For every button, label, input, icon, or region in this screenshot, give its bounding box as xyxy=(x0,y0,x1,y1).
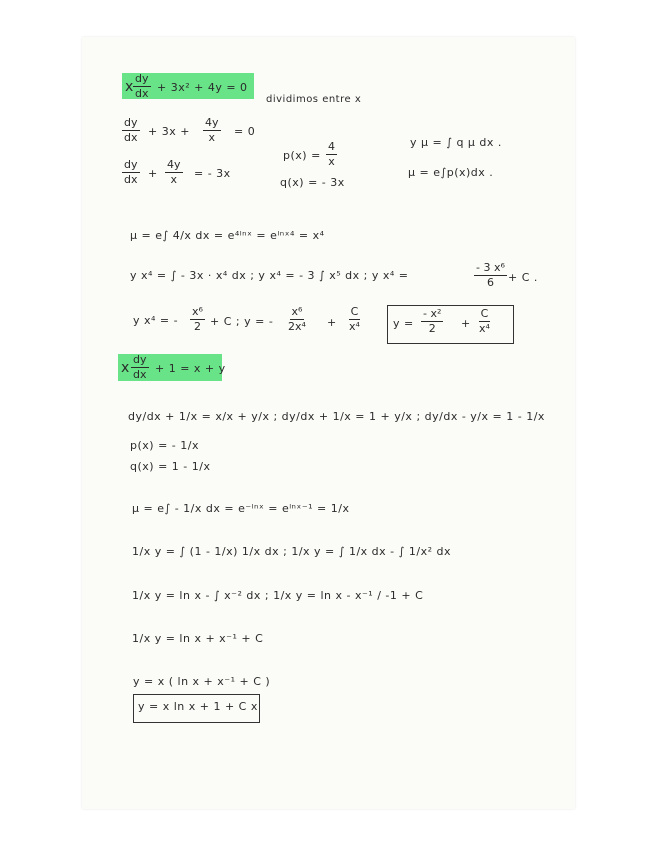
eq2-rest: + 1 = x + y xyxy=(155,362,226,375)
solve-frac1 xyxy=(190,306,205,333)
l2-eq0: = 0 xyxy=(234,125,256,138)
mu-line-1: μ = e∫ 4/x dx = e⁴ˡⁿˣ = eˡⁿˣ⁴ = x⁴ xyxy=(130,229,325,242)
answer1-plus: + xyxy=(461,317,471,330)
s2-step-line2: 1/x y = ln x + x⁻¹ + C xyxy=(132,632,264,645)
solve-frac3-num: C xyxy=(349,306,361,320)
p-num: 4 xyxy=(326,141,337,155)
answer1-frac2-den: x⁴ xyxy=(479,322,490,336)
solve-frac2-den: 2x⁴ xyxy=(288,320,306,334)
p-of-x-label: p(x) = xyxy=(283,149,321,162)
eq1-derivative xyxy=(133,73,151,100)
integral-num: - 3 x⁶ xyxy=(474,262,507,276)
solve-frac1-den: 2 xyxy=(193,320,201,334)
formula-mu: μ = e∫p(x)dx . xyxy=(408,166,494,179)
answer1-frac2 xyxy=(477,308,492,335)
eq1-dy: dy xyxy=(133,73,151,87)
s2-q-line: q(x) = 1 - 1/x xyxy=(130,460,211,473)
solve-frac1-num: x⁶ xyxy=(190,306,205,320)
answer1-frac1 xyxy=(421,308,443,335)
answer1-frac2-num: C xyxy=(479,308,491,322)
l3-dy: dy xyxy=(122,159,140,173)
l3-rhs: = - 3x xyxy=(194,167,231,180)
p-of-x-frac xyxy=(326,141,337,168)
eq1-rest: + 3x² + 4y = 0 xyxy=(157,81,248,94)
l2-dy: dy xyxy=(122,117,140,131)
integral-line-1: y x⁴ = ∫ - 3x · x⁴ dx ; y x⁴ = - 3 ∫ x⁵ dx ; y x⁴ = xyxy=(130,269,409,282)
eq1-dx: dx xyxy=(135,87,149,101)
solve-frac3-den: x⁴ xyxy=(349,320,360,334)
integral-plus-c: + C . xyxy=(508,271,538,284)
integral-frac xyxy=(474,262,507,289)
s2-step-line3: y = x ( ln x + x⁻¹ + C ) xyxy=(133,675,271,688)
eq2-dy: dy xyxy=(131,354,149,368)
l3-derivative xyxy=(122,159,140,186)
l2-dx: dx xyxy=(124,131,138,145)
p-den: x xyxy=(328,155,335,169)
s2-step-line: 1/x y = ln x - ∫ x⁻² dx ; 1/x y = ln x - x⁻¹ / -1 + C xyxy=(132,589,424,602)
solve-start: y x⁴ = - xyxy=(133,314,179,327)
l3-x: x xyxy=(170,173,178,187)
l2-derivative xyxy=(122,117,140,144)
l3-frac-4y xyxy=(165,159,183,186)
answer2: y = x ln x + 1 + C x xyxy=(138,700,258,713)
l3-4y: 4y xyxy=(165,159,183,173)
eq1-x: x xyxy=(125,79,134,95)
l2-x: x xyxy=(208,131,216,145)
eq2-x: x xyxy=(121,360,130,376)
l2-frac-4y xyxy=(203,117,221,144)
solve-mid: + C ; y = - xyxy=(210,315,274,328)
answer1-frac1-den: 2 xyxy=(428,322,436,336)
solve-frac2 xyxy=(286,306,308,333)
s2-p-line: p(x) = - 1/x xyxy=(130,439,199,452)
l3-dx: dx xyxy=(124,173,138,187)
s2-line2: dy/dx + 1/x = x/x + y/x ; dy/dx + 1/x = 1 + y/x ; dy/dx - y/x = 1 - 1/x xyxy=(128,410,545,423)
answer1-frac1-num: - x² xyxy=(421,308,443,322)
eq2-dx: dx xyxy=(133,368,147,382)
s2-integral-line: 1/x y = ∫ (1 - 1/x) 1/x dx ; 1/x y = ∫ 1/x dx - ∫ 1/x² dx xyxy=(132,545,451,558)
solve-frac2-num: x⁶ xyxy=(290,306,305,320)
solve-plus: + xyxy=(327,316,337,329)
eq2-derivative xyxy=(131,354,149,381)
integral-den: 6 xyxy=(486,276,494,290)
q-of-x: q(x) = - 3x xyxy=(280,176,345,189)
l3-plus: + xyxy=(148,167,158,180)
s2-mu-line: μ = e∫ - 1/x dx = e⁻ˡⁿˣ = eˡⁿˣ⁻¹ = 1/x xyxy=(132,502,350,515)
answer1-prefix: y = xyxy=(393,317,414,330)
formula-y-mu: y μ = ∫ q μ dx . xyxy=(410,136,502,149)
l2-plus3x: + 3x + xyxy=(148,125,190,138)
note-divide: dividimos entre x xyxy=(266,94,362,105)
solve-frac3 xyxy=(347,306,362,333)
l2-4y: 4y xyxy=(203,117,221,131)
